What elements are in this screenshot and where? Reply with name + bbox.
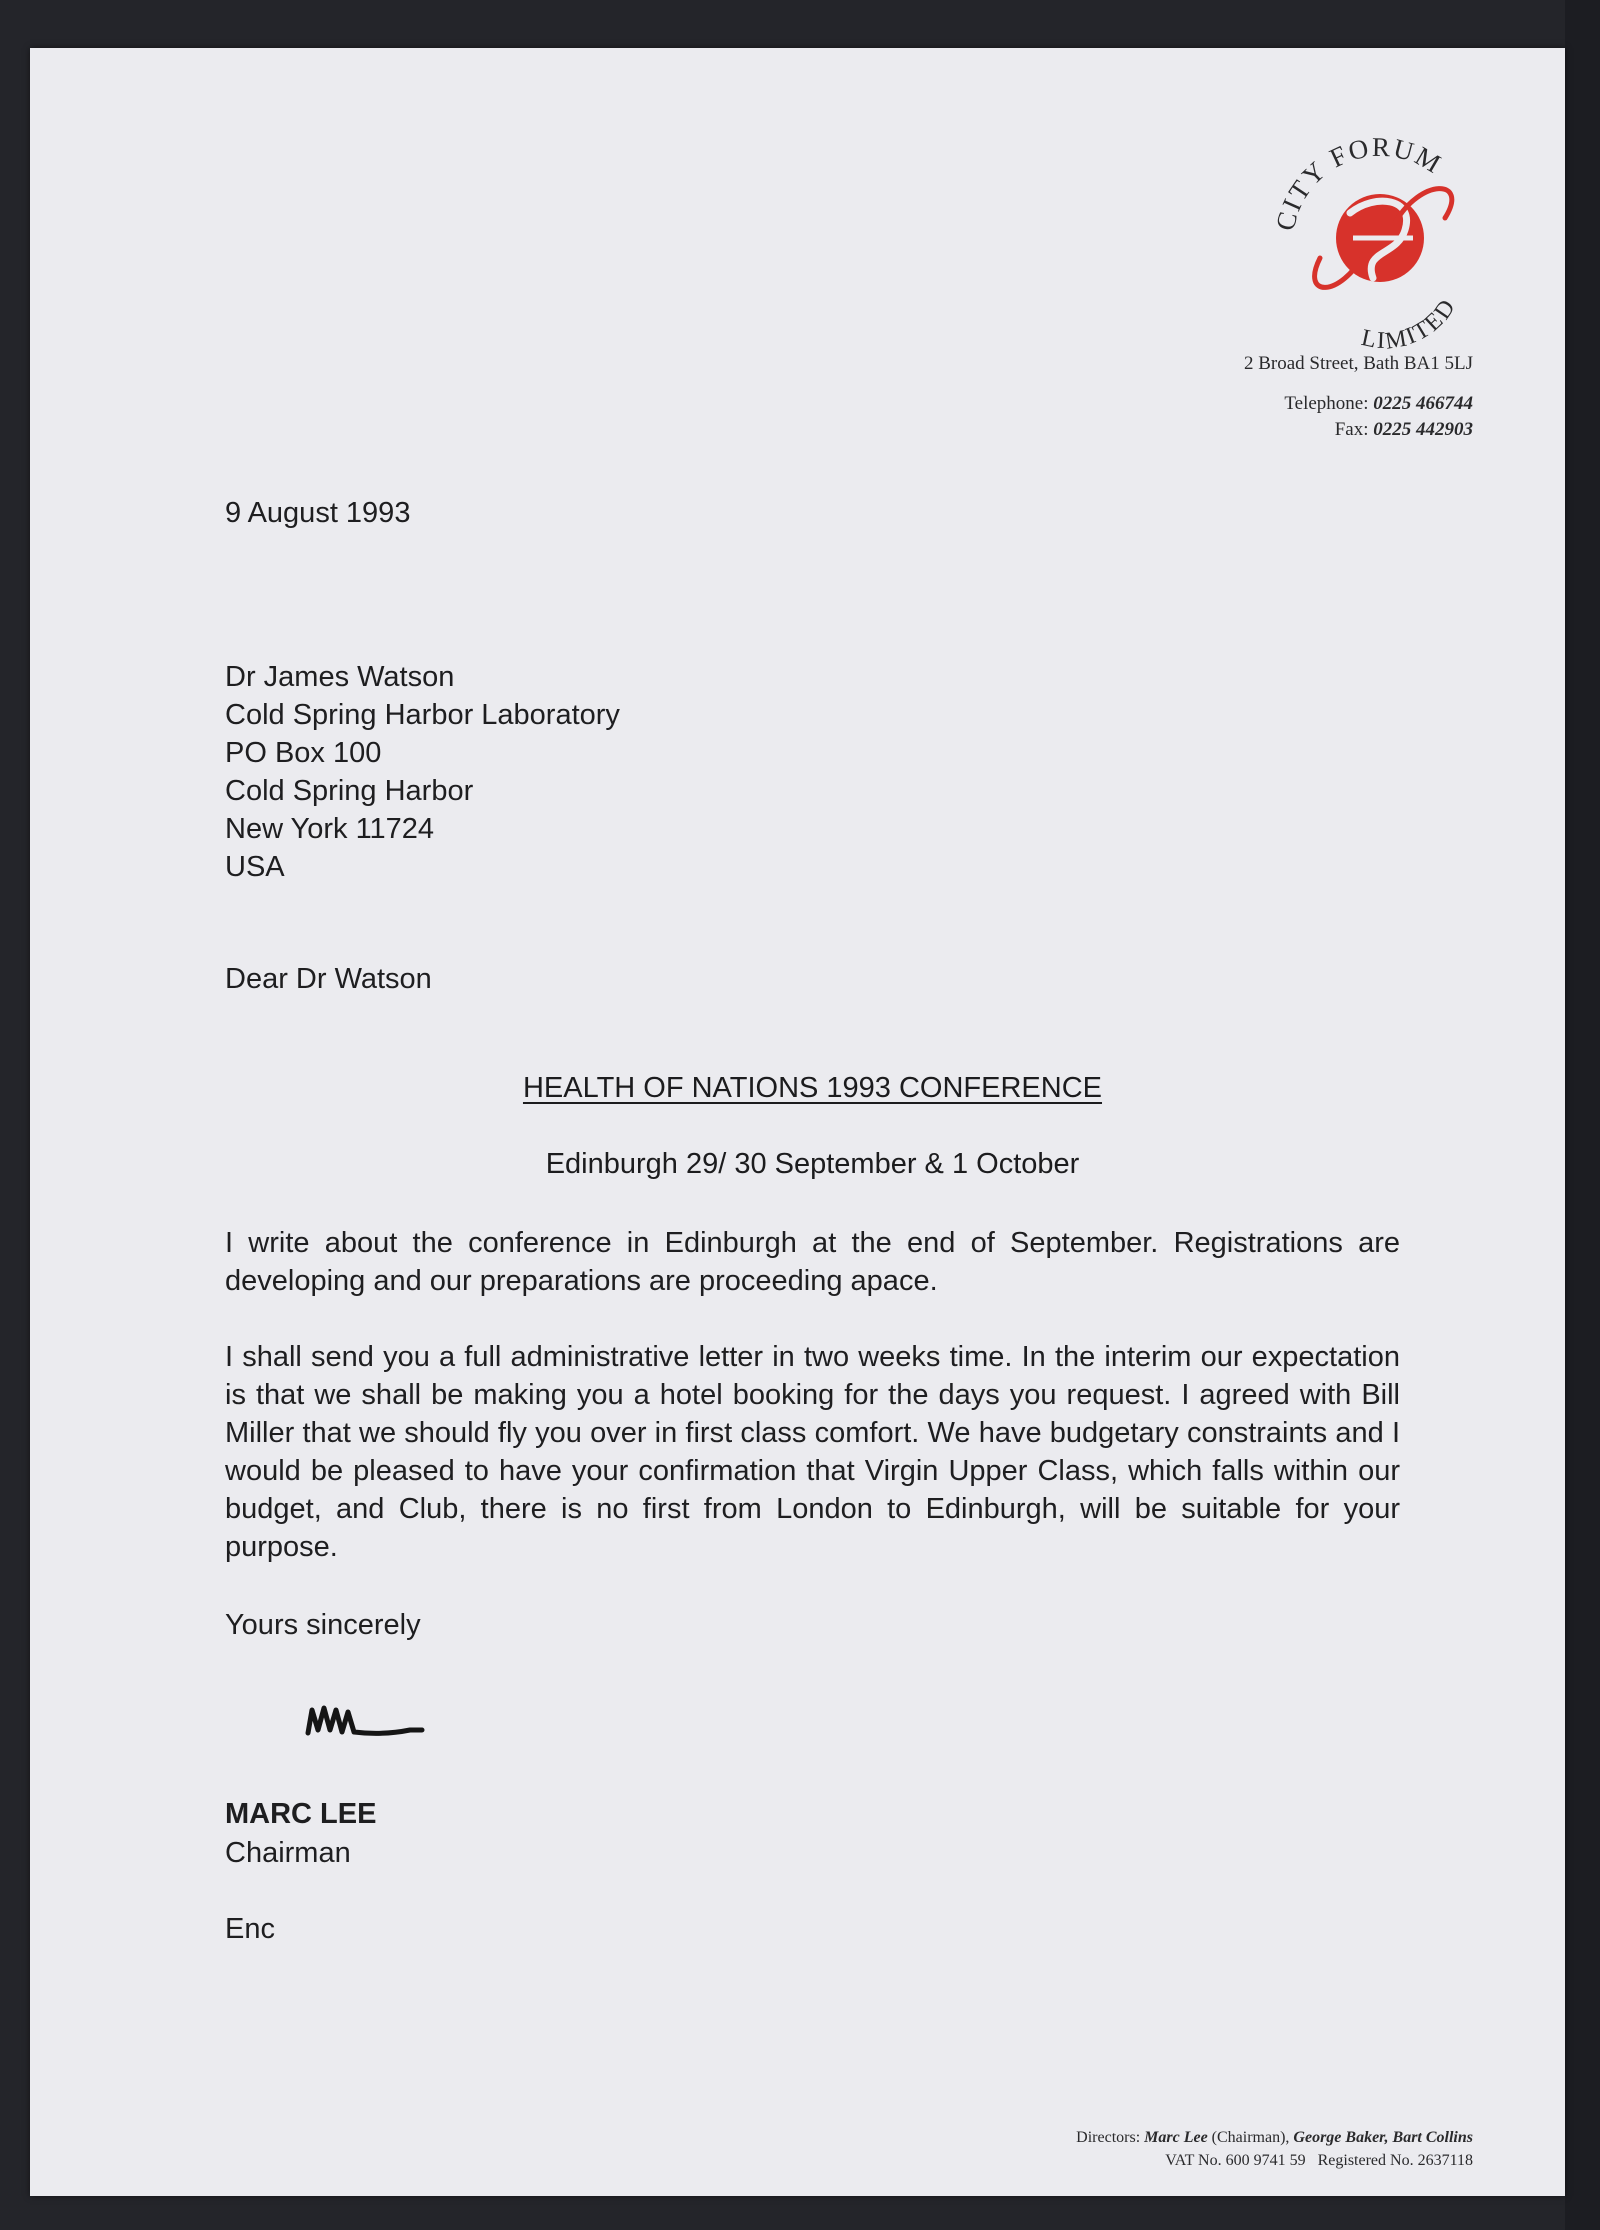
vat-number: VAT No. 600 9741 59: [1165, 2152, 1306, 2169]
directors-line: [1076, 2126, 1473, 2149]
telephone-number: 0225 466744: [1373, 393, 1473, 414]
other-directors: George Baker, Bart Collins: [1293, 2129, 1473, 2146]
director-name: Marc Lee: [1144, 2129, 1208, 2146]
letterhead-contact: [1244, 348, 1473, 446]
address-line: Cold Spring Harbor Laboratory: [225, 699, 620, 731]
address-line: Cold Spring Harbor: [225, 775, 474, 807]
subject-subheading: Edinburgh 29/ 30 September & 1 October: [545, 1148, 1080, 1180]
logo-text-bottom: LIMITED: [1358, 293, 1462, 355]
signature-image: [300, 1688, 450, 1758]
background-strip: [1565, 0, 1600, 2230]
subject-heading: HEALTH OF NATIONS 1993 CONFERENCE: [522, 1072, 1103, 1104]
address-line: Dr James Watson: [225, 661, 455, 693]
directors-label: Directors:: [1076, 2129, 1141, 2146]
telephone-label: Telephone:: [1284, 393, 1369, 414]
registration-line: [1076, 2149, 1473, 2172]
address-line: PO Box 100: [225, 737, 382, 769]
fax-number: 0225 442903: [1373, 419, 1473, 440]
director-role: (Chairman),: [1211, 2129, 1290, 2146]
address-line: USA: [225, 851, 285, 883]
letter-page: [30, 48, 1565, 2196]
company-address: 2 Broad Street, Bath BA1 5LJ: [1243, 353, 1473, 374]
address-line: New York 11724: [225, 813, 435, 845]
letter-footer: [1076, 2126, 1473, 2172]
letter-date: 9 August 1993: [225, 497, 411, 529]
salutation: Dear Dr Watson: [225, 963, 432, 995]
signer-title: Chairman: [225, 1837, 351, 1869]
city-forum-logo: [1255, 118, 1505, 368]
paragraph: I shall send you a full administrative letter in two weeks time. In the interim our expectation is that we shall be making you a hotel booking for the days you request. I agreed with Bill Miller that we should fly you over in first class comfort. We have budgetary constraints and I would be pleased to have your confirmation that Virgin Upper Class, which falls within our budget, and Club, there is no first from London to Edinburgh, will be suitable for your purpose.: [225, 1341, 1400, 1563]
registered-number: Registered No. 2637118: [1317, 2152, 1473, 2169]
recipient-address: [225, 658, 1400, 886]
signer-name: MARC LEE: [225, 1798, 377, 1830]
paragraph: I write about the conference in Edinburgh at the end of September. Registrations are developing and our preparations are proceeding apace.: [225, 1227, 1400, 1297]
logo-text-top: CITY FORUM: [1269, 131, 1448, 234]
closing: Yours sincerely: [225, 1609, 421, 1641]
fax-label: Fax:: [1334, 419, 1369, 440]
enclosure-note: Enc: [225, 1913, 275, 1945]
fax-line: [1244, 414, 1473, 446]
